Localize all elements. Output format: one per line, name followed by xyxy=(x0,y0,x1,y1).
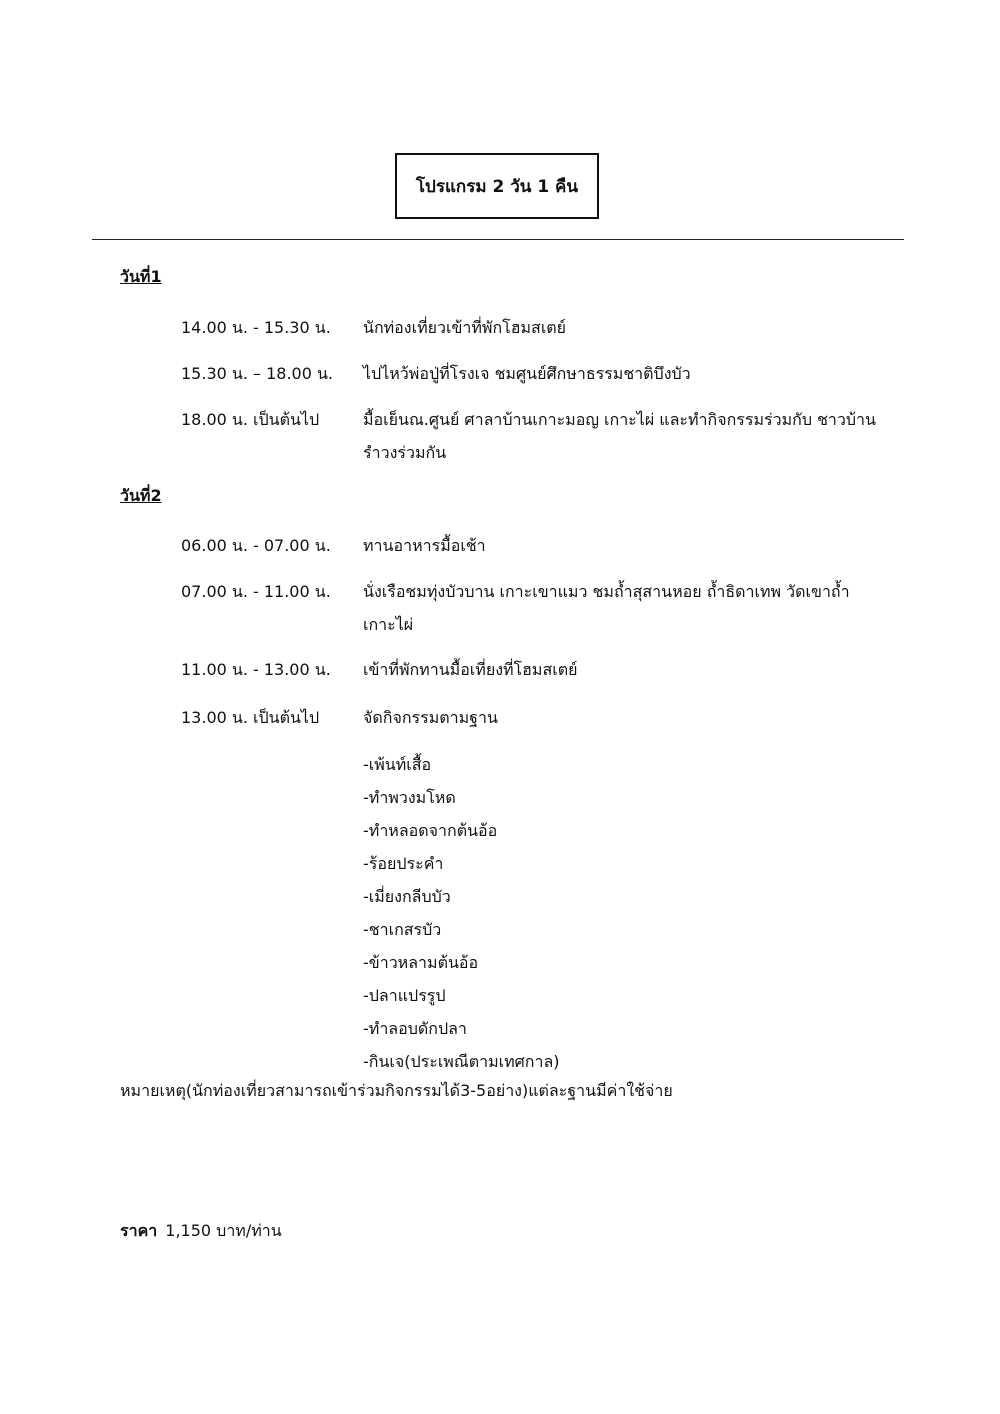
schedule-desc: ไปไหว้พ่อปู่ที่โรงเจ ชมศูนย์ศึกษาธรรมชาติบึงบัว xyxy=(363,364,691,383)
activity-item: -ปลาแปรรูป xyxy=(363,986,446,1005)
price-value: 1,150 บาท/ท่าน xyxy=(165,1221,282,1240)
activity-item: -ร้อยประคำ xyxy=(363,854,444,873)
schedule-desc: มื้อเย็นณ.ศูนย์ ศาลาบ้านเกาะมอญ เกาะไผ่ และทำกิจกรรมร่วมกับ ชาวบ้าน รำวงร่วมกัน xyxy=(363,410,876,462)
day1-heading: วันที่1 xyxy=(120,267,162,286)
schedule-time: 13.00 น. เป็นต้นไป xyxy=(181,708,320,727)
schedule-desc: จัดกิจกรรมตามฐาน xyxy=(363,708,498,727)
remark: หมายเหตุ(นักท่องเที่ยวสามารถเข้าร่วมกิจกรรมได้3-5อย่าง)แต่ละฐานมีค่าใช้จ่าย xyxy=(120,1081,673,1100)
schedule-desc: นั่งเรือชมทุ่งบัวบาน เกาะเขาแมว ชมถ้ำสุสานหอย ถ้ำธิดาเทพ วัดเขาถ้ำ เกาะไผ่ xyxy=(363,582,850,634)
activity-item: -ข้าวหลามต้นอ้อ xyxy=(363,953,479,972)
schedule-time: 15.30 น. – 18.00 น. xyxy=(181,364,333,383)
activity-item: -เมี่ยงกลีบบัว xyxy=(363,887,451,906)
activity-list xyxy=(363,748,560,1078)
price-line xyxy=(120,1214,282,1247)
program-title xyxy=(395,153,599,219)
day2-heading: วันที่2 xyxy=(120,486,162,505)
schedule-time: 06.00 น. - 07.00 น. xyxy=(181,536,331,555)
schedule-time: 11.00 น. - 13.00 น. xyxy=(181,660,331,679)
header-divider xyxy=(92,239,904,240)
schedule-time: 14.00 น. - 15.30 น. xyxy=(181,318,331,337)
schedule-time: 18.00 น. เป็นต้นไป xyxy=(181,410,320,429)
schedule-desc: นักท่องเที่ยวเข้าที่พักโฮมสเตย์ xyxy=(363,318,567,337)
program-title-text: โปรแกรม 2 วัน 1 คืน xyxy=(415,176,579,197)
schedule-time: 07.00 น. - 11.00 น. xyxy=(181,582,331,601)
schedule-desc: เข้าที่พักทานมื้อเที่ยงที่โฮมสเตย์ xyxy=(363,660,578,679)
activity-item: -กินเจ(ประเพณีตามเทศกาล) xyxy=(363,1052,560,1071)
schedule-desc: ทานอาหารมื้อเช้า xyxy=(363,536,486,555)
activity-item: -ชาเกสรบัว xyxy=(363,920,442,939)
activity-item: -ทำลอบดักปลา xyxy=(363,1019,467,1038)
activity-item: -ทำหลอดจากต้นอ้อ xyxy=(363,821,498,840)
activity-item: -เพ้นท์เสื้อ xyxy=(363,755,432,774)
activity-item: -ทำพวงมโหด xyxy=(363,788,456,807)
price-label: ราคา xyxy=(120,1221,158,1240)
